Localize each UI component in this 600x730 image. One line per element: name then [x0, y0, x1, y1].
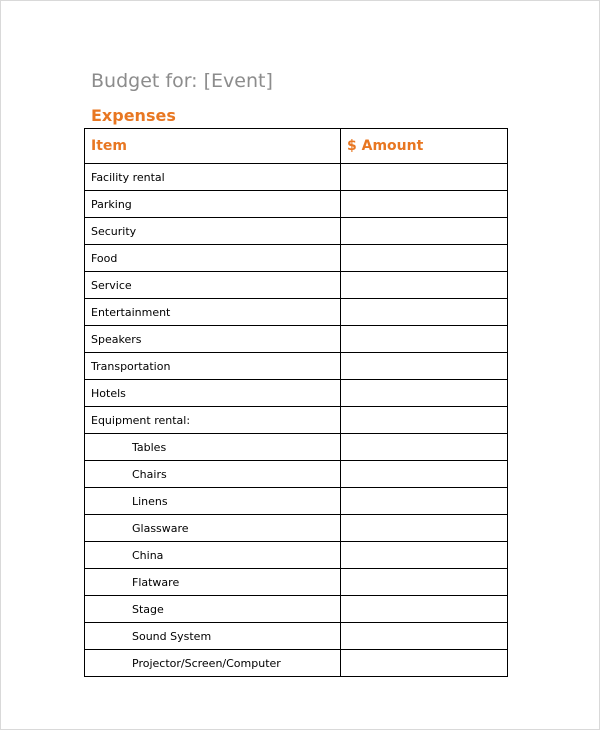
section-heading: Expenses	[91, 106, 176, 125]
table-row	[85, 191, 508, 218]
expense-item-label: Speakers	[85, 326, 341, 353]
table-row	[85, 299, 508, 326]
table-row	[85, 218, 508, 245]
expense-amount-cell[interactable]	[341, 326, 508, 353]
expense-amount-cell[interactable]	[341, 191, 508, 218]
table-row	[85, 569, 508, 596]
expense-amount-cell[interactable]	[341, 299, 508, 326]
table-header-row	[85, 129, 508, 164]
table-row	[85, 623, 508, 650]
expense-amount-cell[interactable]	[341, 245, 508, 272]
expense-item-label: Security	[85, 218, 341, 245]
expense-amount-cell[interactable]	[341, 353, 508, 380]
expense-item-label: Flatware	[85, 569, 341, 596]
table-row	[85, 461, 508, 488]
expense-amount-cell[interactable]	[341, 218, 508, 245]
expense-item-label: Glassware	[85, 515, 341, 542]
table-row	[85, 272, 508, 299]
page-title: Budget for: [Event]	[91, 70, 273, 92]
expense-amount-cell[interactable]	[341, 380, 508, 407]
table-row	[85, 407, 508, 434]
expense-item-label: Food	[85, 245, 341, 272]
expense-amount-cell[interactable]	[341, 407, 508, 434]
table-row	[85, 515, 508, 542]
table-row	[85, 542, 508, 569]
expense-item-label: Tables	[85, 434, 341, 461]
table-row	[85, 353, 508, 380]
expense-amount-cell[interactable]	[341, 164, 508, 191]
expenses-table	[84, 128, 508, 677]
expense-rows	[85, 164, 508, 677]
table-row	[85, 380, 508, 407]
expense-item-label: Projector/Screen/Computer	[85, 650, 341, 677]
expense-item-label: Transportation	[85, 353, 341, 380]
amount-column-header: $ Amount	[341, 129, 508, 164]
expense-amount-cell[interactable]	[341, 515, 508, 542]
expense-amount-cell[interactable]	[341, 488, 508, 515]
expense-item-label: Facility rental	[85, 164, 341, 191]
expense-amount-cell[interactable]	[341, 623, 508, 650]
table-row	[85, 326, 508, 353]
item-column-header: Item	[85, 129, 341, 164]
expense-amount-cell[interactable]	[341, 650, 508, 677]
table-row	[85, 488, 508, 515]
expense-item-label: Sound System	[85, 623, 341, 650]
expense-item-label: Linens	[85, 488, 341, 515]
expense-amount-cell[interactable]	[341, 272, 508, 299]
expense-item-label: Stage	[85, 596, 341, 623]
expense-amount-cell[interactable]	[341, 596, 508, 623]
table-row	[85, 434, 508, 461]
expense-item-label: Chairs	[85, 461, 341, 488]
expense-item-label: Entertainment	[85, 299, 341, 326]
expense-amount-cell[interactable]	[341, 569, 508, 596]
expense-amount-cell[interactable]	[341, 461, 508, 488]
expense-amount-cell[interactable]	[341, 542, 508, 569]
table-row	[85, 596, 508, 623]
table-row	[85, 245, 508, 272]
expense-item-label: China	[85, 542, 341, 569]
table-row	[85, 650, 508, 677]
expense-item-label: Parking	[85, 191, 341, 218]
expense-item-label: Hotels	[85, 380, 341, 407]
expense-item-label: Service	[85, 272, 341, 299]
expense-item-label: Equipment rental:	[85, 407, 341, 434]
expense-amount-cell[interactable]	[341, 434, 508, 461]
table-row	[85, 164, 508, 191]
